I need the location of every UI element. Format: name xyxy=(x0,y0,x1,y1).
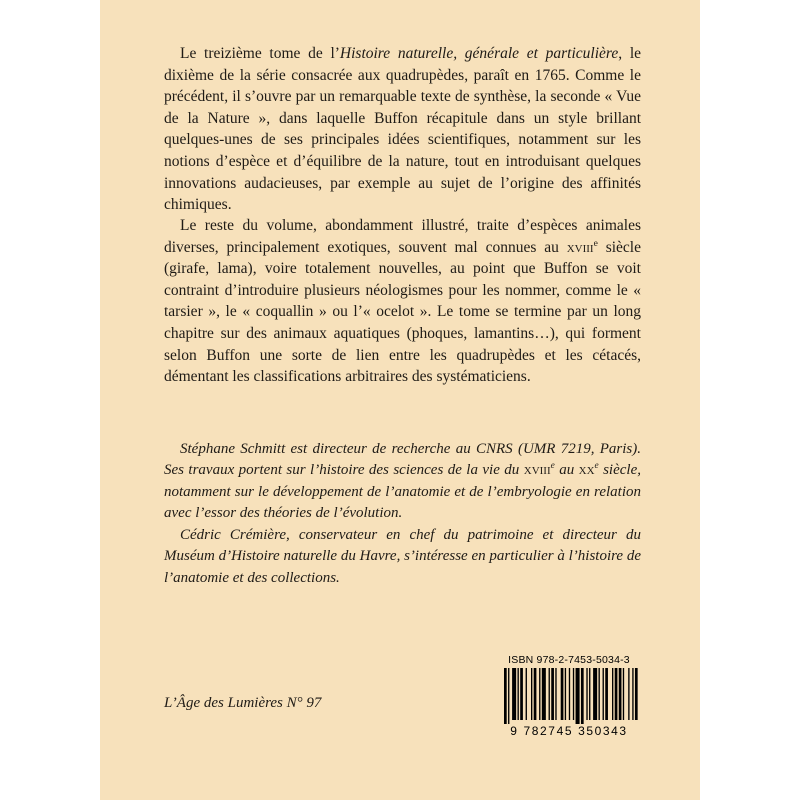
summary-paragraph-2 xyxy=(164,215,641,388)
summary-text: siècle (girafe, lama), voire totalement nouvelles, au point que Buffon se voit contraint d’introduire plusieurs néologismes pour les nommer, comme le « tarsier », le « coquallin » ou l’« ocelot ». Le tome se termine par un long chapitre sur des animaux aquatiques (phoques, lamantins…), qui forment selon Buffon une sorte de lien entre les quadrupèdes et les cétacés, démentant les classifications arbitraires des systématiciens. xyxy=(164,238,641,386)
barcode-bar xyxy=(561,668,564,720)
century-numeral: xviii xyxy=(523,462,551,479)
barcode-bar xyxy=(612,668,613,720)
isbn-barcode xyxy=(496,654,642,738)
summary-text: , le dixième de la série consacrée aux quadrupèdes, paraît en 1765. Comme le précédent, il s’ouvre par un remarquable texte de synthèse, la seconde « Vue de la Nature », dans laquelle Buffon récapitule dans un style brillant quelques-unes de ses principales idées scientifiques, notamment sur les notions d’espèce et d’équilibre de la nature, tout en introduisant quelques innovations audacieuses, par exemple au sujet de l’origine des affinités chimiques. xyxy=(164,45,641,214)
barcode-bar xyxy=(581,668,584,724)
summary-text: Le treizième tome de l’ xyxy=(180,45,340,62)
barcode-bar xyxy=(565,668,566,720)
barcode-bar xyxy=(508,668,509,724)
barcode-bar xyxy=(542,668,546,720)
century-superscript: e xyxy=(594,461,599,472)
barcode-bar xyxy=(589,668,590,720)
century-numeral: xviii xyxy=(566,238,594,256)
barcode-digits: 9 782745 350343 xyxy=(510,724,628,738)
author-bio-cremiere: Cédric Crémière, conservateur en chef du patrimoine et directeur du Muséum d’Histoire naturelle du Havre, s’intéresse en particulier à l’histoire de l’anatomie et des collections. xyxy=(164,527,641,586)
barcode-bar xyxy=(549,668,550,720)
barcode-bar xyxy=(539,668,540,720)
century-superscript: e xyxy=(550,461,555,472)
barcode-bar xyxy=(569,668,570,720)
barcode-bar xyxy=(573,668,574,720)
barcode-bar xyxy=(526,668,527,720)
book-title: Histoire naturelle, générale et particulière xyxy=(339,45,619,62)
summary-text: Le reste du volume, abondamment illustré, traite d’espèces animales diverses, principalement exotiques, souvent mal connues au xyxy=(164,217,641,256)
barcode-bar xyxy=(635,668,638,720)
barcode-bar xyxy=(512,668,516,720)
barcode-bar xyxy=(632,668,633,720)
century-numeral: xx xyxy=(578,462,595,479)
barcode-bar xyxy=(534,668,537,720)
bio-text: au xyxy=(554,462,579,479)
series-label: L’Âge des Lumières N° 97 xyxy=(164,695,322,711)
barcode-bar xyxy=(619,668,622,720)
barcode-bar xyxy=(599,668,600,720)
barcode-bar xyxy=(504,668,507,724)
barcode-bar xyxy=(615,668,618,720)
bio-text: siècle, notamment sur le développement de l’anatomie et de l’embryologie en relation avec l’essor des théories de l’évolution. xyxy=(164,462,641,522)
barcode-bar xyxy=(518,668,519,720)
barcode-bar xyxy=(623,668,624,720)
barcode-bar xyxy=(586,668,587,720)
barcode-bars xyxy=(496,668,642,724)
barcode-bar xyxy=(628,668,629,720)
barcode-bar xyxy=(555,668,556,720)
barcode-bar xyxy=(593,668,597,720)
isbn-label: ISBN 978-2-7453-5034-3 xyxy=(508,654,630,666)
author-bio-schmitt xyxy=(164,439,641,525)
summary-paragraph-1 xyxy=(164,43,641,216)
barcode-bar xyxy=(605,668,608,720)
back-cover xyxy=(100,0,700,800)
barcode-bar xyxy=(531,668,532,720)
century-superscript: e xyxy=(593,237,598,249)
barcode-bar xyxy=(603,668,604,720)
barcode-bar xyxy=(520,668,523,720)
barcode-bar xyxy=(551,668,554,720)
bio-text: Stéphane Schmitt est directeur de recherche au CNRS (UMR 7219, Paris). Ses travaux portent sur l’histoire des sciences de la vie du xyxy=(164,441,641,479)
barcode-bar xyxy=(576,668,580,724)
